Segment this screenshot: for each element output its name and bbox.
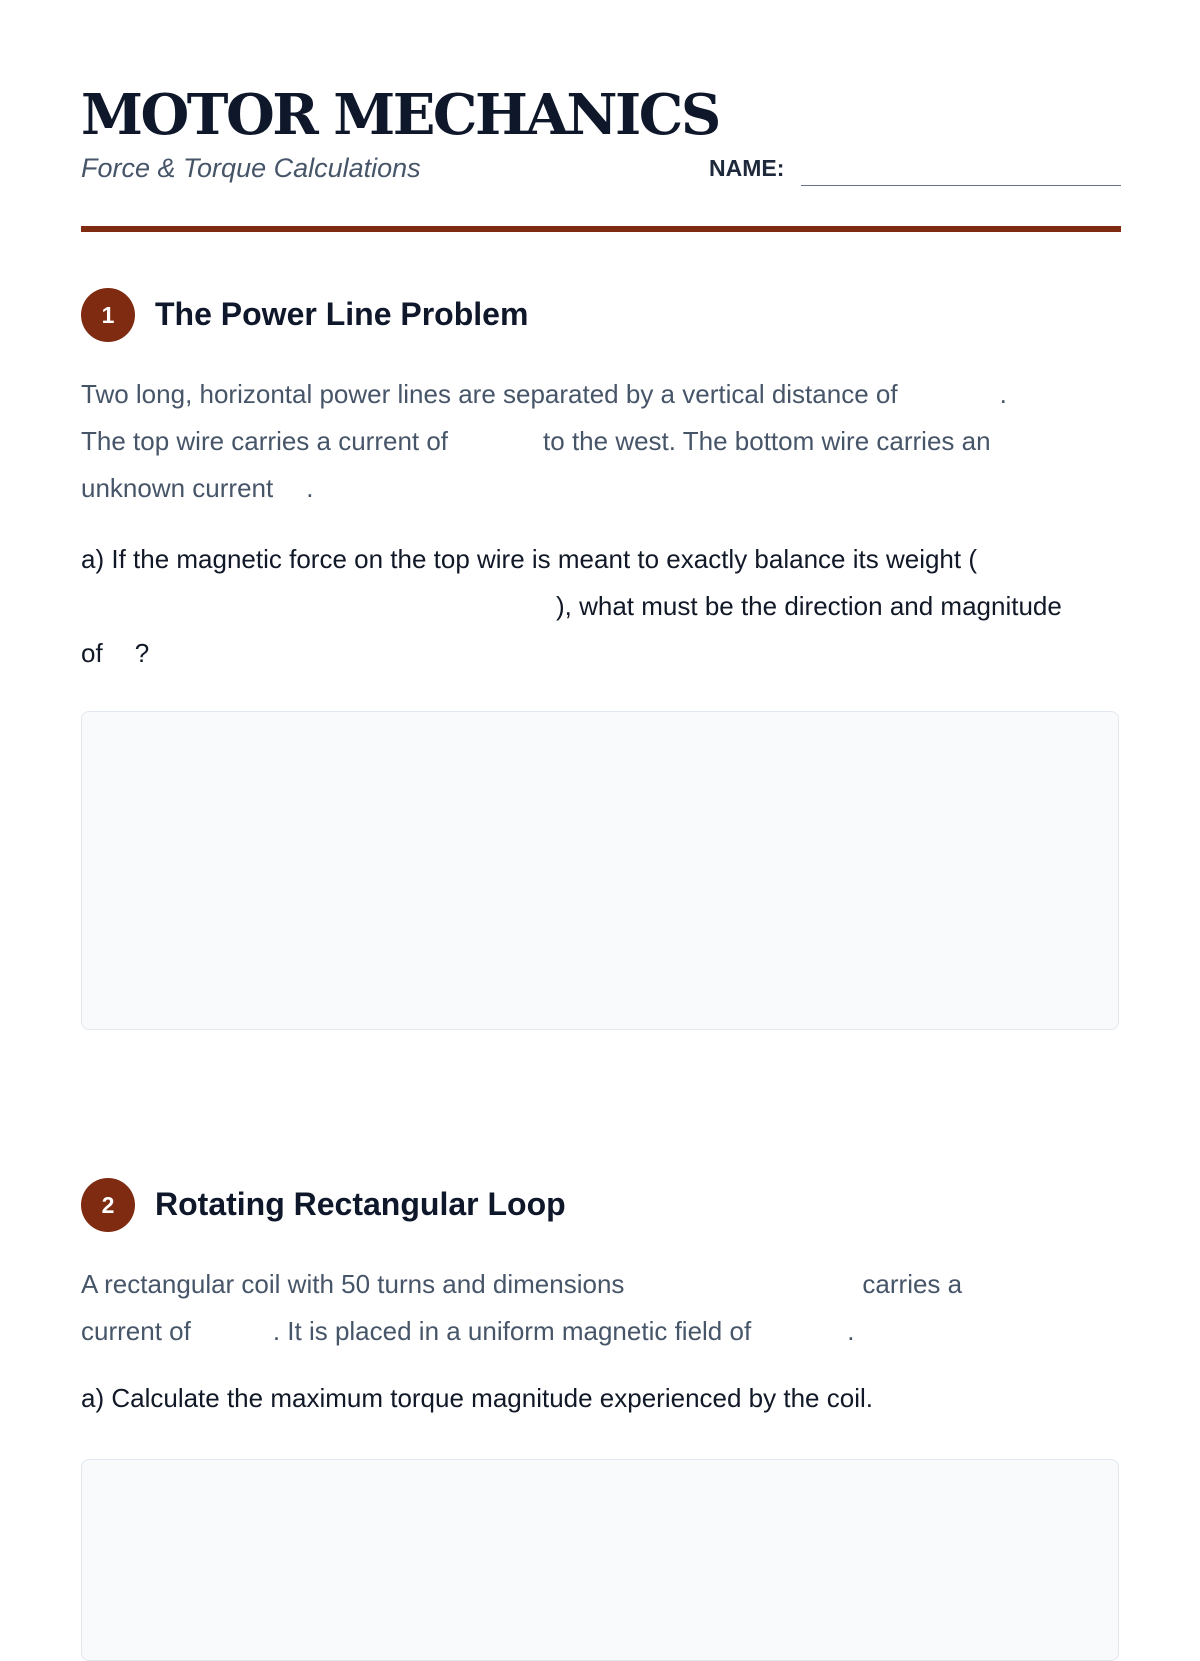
text-fragment: current of: [81, 1316, 191, 1346]
text-line: [81, 465, 1121, 512]
text-line: [81, 1375, 1121, 1422]
answer-box[interactable]: [81, 711, 1119, 1030]
worksheet-page: [81, 0, 1121, 1600]
answer-box[interactable]: [81, 1459, 1119, 1661]
text-line: [81, 1308, 1121, 1355]
text-line: [81, 418, 1121, 465]
text-fragment: a) If the magnetic force on the top wire is meant to exactly balance its weight (: [81, 544, 977, 574]
text-fragment: Two long, horizontal power lines are separated by a vertical distance of: [81, 379, 898, 409]
section-title: Rotating Rectangular Loop: [155, 1186, 566, 1222]
text-line: [81, 536, 1121, 583]
text-line: [81, 1261, 1121, 1308]
name-label: NAME:: [709, 155, 785, 181]
text-fragment: . It is placed in a uniform magnetic field of: [272, 1316, 752, 1346]
question-a: [81, 536, 1121, 677]
section-title: The Power Line Problem: [155, 296, 529, 332]
header-divider: [81, 226, 1121, 232]
text-line: [81, 371, 1121, 418]
text-fragment: A rectangular coil with 50 turns and dimensions: [81, 1269, 625, 1299]
text-fragment: unknown current: [81, 473, 274, 503]
text-fragment: .: [306, 473, 314, 503]
section-number-badge: 2: [81, 1178, 135, 1232]
text-line: [81, 630, 1121, 677]
section-number-badge: 1: [81, 288, 135, 342]
page-title: MOTOR MECHANICS: [81, 82, 719, 148]
page-subtitle: Force & Torque Calculations: [81, 153, 421, 183]
text-fragment: .: [847, 1316, 855, 1346]
text-fragment: to the west. The bottom wire carries an: [543, 426, 991, 456]
problem-description: [81, 1261, 1121, 1355]
text-fragment: of: [81, 638, 103, 668]
text-fragment: .: [999, 379, 1007, 409]
name-field[interactable]: [801, 185, 1121, 186]
question-a: [81, 1375, 1121, 1422]
problem-description: [81, 371, 1121, 512]
text-fragment: a) Calculate the maximum torque magnitude experienced by the coil.: [81, 1383, 873, 1413]
text-fragment: The top wire carries a current of: [81, 426, 449, 456]
text-fragment: carries a: [862, 1269, 963, 1299]
text-fragment: ), what must be the direction and magnitude: [556, 591, 1062, 621]
text-fragment: ?: [134, 638, 150, 668]
text-line: [81, 583, 1121, 630]
